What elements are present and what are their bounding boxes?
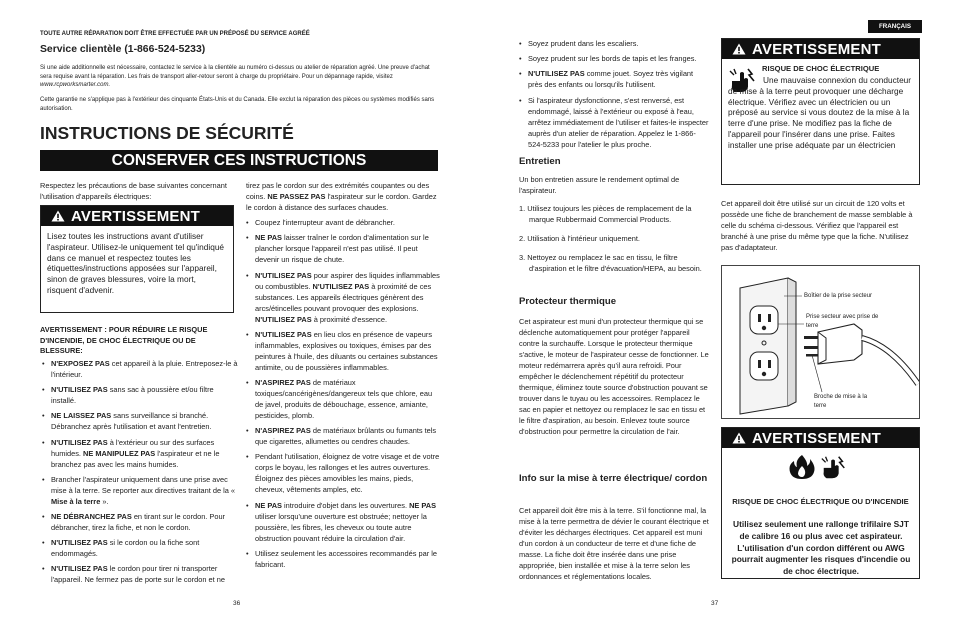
thermal-text: Cet aspirateur est muni d'un protecteur thermique qui se déclenche automatiquement pour protéger l'appareil contre la surchauffe. Lorsque le protecteur thermique s'active, le moteur de l'aspirateur cesse de fonctionner. Le moteur redémarrera après qu'il aura refroidi. Pour empêcher le déclenchement répétitif du protecteur thermique, éliminez toute source d'obstruction pouvant se trouver dans le tuyau ou les accessoires. Remplacez le sac en papier et nettoyez ou remplacez le sac en tissu et le filtre d'aspiration, au besoin. Enlevez toute source d'obstruction pour permettre la circulation de l'air.	[519, 317, 709, 436]
safety-title: INSTRUCTIONS DE SÉCURITÉ	[40, 123, 294, 143]
entretien-step: 2. Utilisation à l'intérieur uniquement.	[519, 234, 640, 243]
grounding-figure	[721, 265, 920, 419]
entretien-steps	[519, 203, 709, 274]
entretien-intro: Un bon entretien assure le rendement optimal de l'aspirateur.	[519, 175, 680, 195]
warning-triangle-icon	[732, 43, 746, 55]
warning-triangle-icon	[51, 210, 65, 222]
warning-subhead: RISQUE DE CHOC ÉLECTRIQUE OU D'INCENDIE	[732, 497, 909, 506]
safety-list-item: • N'UTILISEZ PAS pour aspirer des liquides inflammables ou combustibles. N'UTILISEZ PAS à proximité de ces substances. Les appareils électriques génèrent des arcs/étincelles pouvant provoquer des explosions. N'UTILISEZ PAS à proximité d'essence.	[246, 270, 441, 325]
warning-title: AVERTISSEMENT	[752, 429, 882, 447]
ground-text: Cet appareil doit être mis à la terre. S'il fonctionne mal, la mise à la terre permettra de dévier le courant électrique et d'éviter les décharges électriques. Cet appareil est muni d'un cordon à un conducteur de terre et d'une fiche de masse. La fiche doit être insérée dans une prise appropriée, bien installée et mise à la terre selon les ordonnances et réglementations locales.	[519, 506, 709, 581]
safety-list-item: • Si l'aspirateur dysfonctionne, s'est renversé, est endommagé, laissé à l'extérieur ou exposé à l'eau, arrêtez immédiatement de l'utiliser et faites-le inspecter auprès d'un atelier de réparation. Appelez le 1-866-524-5233 pour l'atelier le plus proche.	[519, 95, 709, 150]
reduce-risk-heading: AVERTISSEMENT : POUR RÉDUIRE LE RISQUE D'INCENDIE, DE CHOC ÉLECTRIQUE OU DE BLESSURE:	[40, 325, 208, 356]
safety-list-item: • N'ASPIREZ PAS de matériaux toxiques/cancérigènes/dangereux tels que chlore, eau de javel, produits de débouchage, essence, amiante, pesticides, plomb.	[246, 377, 441, 421]
safety-list-item: • NE PAS laisser traîner le cordon d'alimentation sur le plancher lorsque l'appareil n'est pas utilisé. Il peut devenir un risque de chute.	[246, 232, 441, 265]
warning-header	[722, 39, 919, 59]
warning-box-shock	[721, 38, 920, 185]
label-ground-pin: Broche de mise à la terre	[814, 394, 868, 409]
label-outlet-box: Boîtier de la prise secteur	[804, 293, 873, 299]
warning-text: Utilisez seulement une rallonge trifilaire SJT de calibre 16 ou plus avec cet aspirateur. L'utilisation d'un cordon différent ou AWG pourrait augmenter les risques d'incendie ou de choc électrique.	[731, 519, 911, 577]
safety-list-col1	[42, 358, 238, 590]
safety-list-item: • Soyez prudent dans les escaliers.	[519, 38, 709, 49]
safety-list-item: • N'EXPOSEZ PAS cet appareil à la pluie. Entreposez-le à l'intérieur.	[42, 358, 238, 380]
safety-list-item: • NE PAS introduire d'objet dans les ouvertures. NE PAS utiliser lorsqu'une ouverture est obstruée; nettoyer la poussière, les fibres, les cheveux ou toute autre obstruction pouvant réduire la circulation d'air.	[246, 500, 441, 544]
thermal-heading: Protecteur thermique	[519, 296, 617, 307]
safety-list-item: • N'UTILISEZ PAS en lieu clos en présence de vapeurs inflammables, explosives ou toxiques, émises par des peintures à l'huile, des diluants ou certaines substances antimite, ou de poussières inflammables.	[246, 329, 441, 373]
entretien-step: 3. Nettoyez ou remplacez le sac en tissu, le filtre d'aspiration et le filtre d'évacuation/HEPA, au besoin.	[519, 253, 702, 273]
safety-list-item: tirez pas le cordon sur des extrémités coupantes ou des coins. NE PASSEZ PAS l'aspirateur sur le cordon. Gardez le cordon à distance des surfaces chaudes.	[246, 181, 437, 212]
warranty-text: Cette garantie ne s'applique pas à l'extérieur des cinquante États-Unis et du Canada. Elle exclut la réparation des pièces ou systèmes modifiés sans autorisation.	[40, 97, 435, 112]
warning-box-fire	[721, 427, 920, 579]
voltage-text: Cet appareil doit être utilisé sur un circuit de 120 volts et possède une fiche de branchement de masse semblable à celle du schéma ci-dessous. Vérifiez que l'appareil est branché à une prise du même type que la fiche. N'utilisez pas d'adaptateur.	[721, 199, 913, 252]
electric-shock-hand-icon	[820, 454, 848, 480]
service-url-link[interactable]: www.rcpworksmarter.com.	[40, 82, 111, 89]
warning-subhead: RISQUE DE CHOC ÉLECTRIQUE	[762, 64, 880, 73]
intro-text: Respectez les précautions de base suivantes concernant l'utilisation d'appareils électriques:	[40, 181, 227, 201]
warning-triangle-icon	[732, 432, 746, 444]
warning-title: AVERTISSEMENT	[752, 40, 882, 58]
page-number-right: 37	[711, 600, 719, 607]
label-outlet: Prise secteur avec prise de terre	[806, 314, 879, 329]
conserve-banner: CONSERVER CES INSTRUCTIONS	[40, 150, 438, 171]
safety-list-item: • Coupez l'interrupteur avant de débrancher.	[246, 217, 441, 228]
repair-notice: TOUTE AUTRE RÉPARATION DOIT ÊTRE EFFECTUÉE PAR UN PRÉPOSÉ DU SERVICE AGRÉÉ	[40, 31, 310, 37]
safety-list-col2	[246, 180, 441, 574]
safety-list-item: • Utilisez seulement les accessoires recommandés par le fabricant.	[246, 548, 441, 570]
safety-list-item: • Brancher l'aspirateur uniquement dans une prise avec mise à la terre. Se reporter aux directives traitant de la « Mise à la terre ».	[42, 474, 238, 507]
safety-list-item: • N'UTILISEZ PAS comme jouet. Soyez très vigilant près des enfants ou lorsqu'ils l'utilisent.	[519, 68, 709, 90]
warning-header	[722, 428, 919, 448]
safety-list-item: • N'ASPIREZ PAS de matériaux brûlants ou fumants tels que cigarettes, allumettes ou cendres chaudes.	[246, 425, 441, 447]
warning-text: Une mauvaise connexion du conducteur de mise à la terre peut provoquer une décharge électrique. Vérifiez avec un électricien ou un préposé au service si vous doutez de la mise à la terre d'une prise. Ne modifiez pas la fiche de l'appareil pour l'insérer dans une prise. Faites installer une prise adéquate par un électricien	[728, 75, 912, 150]
safety-list-item: • NE DÉBRANCHEZ PAS en tirant sur le cordon. Pour débrancher, tirez la fiche, et non le cordon.	[42, 511, 238, 533]
safety-list-item: • N'UTILISEZ PAS si le cordon ou la fiche sont endommagés.	[42, 537, 238, 559]
page-number-left: 36	[233, 600, 241, 607]
warning-box-instructions	[40, 205, 234, 313]
ground-heading: Info sur la mise à terre électrique/ cordon	[519, 473, 708, 484]
warning-text: Lisez toutes les instructions avant d'utiliser l'aspirateur. Utilisez-le uniquement tel qu'indiqué dans ce manuel et respectez toutes les étiquettes/instructions apposées sur l'appareil, sinon de graves blessures, voire la mort, risquent d'advenir.	[47, 231, 225, 295]
warning-header	[41, 206, 233, 226]
safety-list-item: • N'UTILISEZ PAS à l'extérieur ou sur des surfaces humides. NE MANIPULEZ PAS l'aspirateur et ne le branchez pas avec les mains humides.	[42, 437, 238, 470]
entretien-heading: Entretien	[519, 156, 561, 167]
service-heading: Service clientèle (1-866-524-5233)	[40, 44, 206, 55]
safety-list-col3	[519, 38, 709, 154]
safety-list-item: • Pendant l'utilisation, éloignez de votre visage et de votre corps le boyau, les rallonges et les autres ouvertures. Éloignez des pièces amovibles les mains, pieds, cheveux, vêtements amples, etc.	[246, 451, 441, 495]
warning-title: AVERTISSEMENT	[71, 207, 201, 225]
language-tab: FRANÇAIS	[868, 20, 922, 33]
safety-list-item: • NE LAISSEZ PAS sans surveillance si branché. Débranchez après l'utilisation et avant l'entretien.	[42, 410, 238, 432]
service-text: Si une aide additionnelle est nécessaire, contactez le service à la clientèle au numéro ci-dessus ou atelier de réparation agréé. Une preuve d'achat sera requise avant la réparation. Les frais de transport aller-retour seront à charge du propriétaire. Pour un dépannage rapide, visitez www.rcpworksmarter.com.	[40, 65, 430, 89]
safety-list-item: • N'UTILISEZ PAS le cordon pour tirer ni transporter l'appareil. Ne fermez pas de porte sur le cordon et ne	[42, 563, 238, 585]
safety-list-item: • Soyez prudent sur les bords de tapis et les franges.	[519, 53, 709, 64]
safety-list-item: • N'UTILISEZ PAS sans sac à poussière et/ou filtre installé.	[42, 384, 238, 406]
entretien-step: 1. Utilisez toujours les pièces de remplacement de la marque Rubbermaid Commercial Products.	[519, 204, 692, 224]
fire-icon	[788, 454, 816, 480]
